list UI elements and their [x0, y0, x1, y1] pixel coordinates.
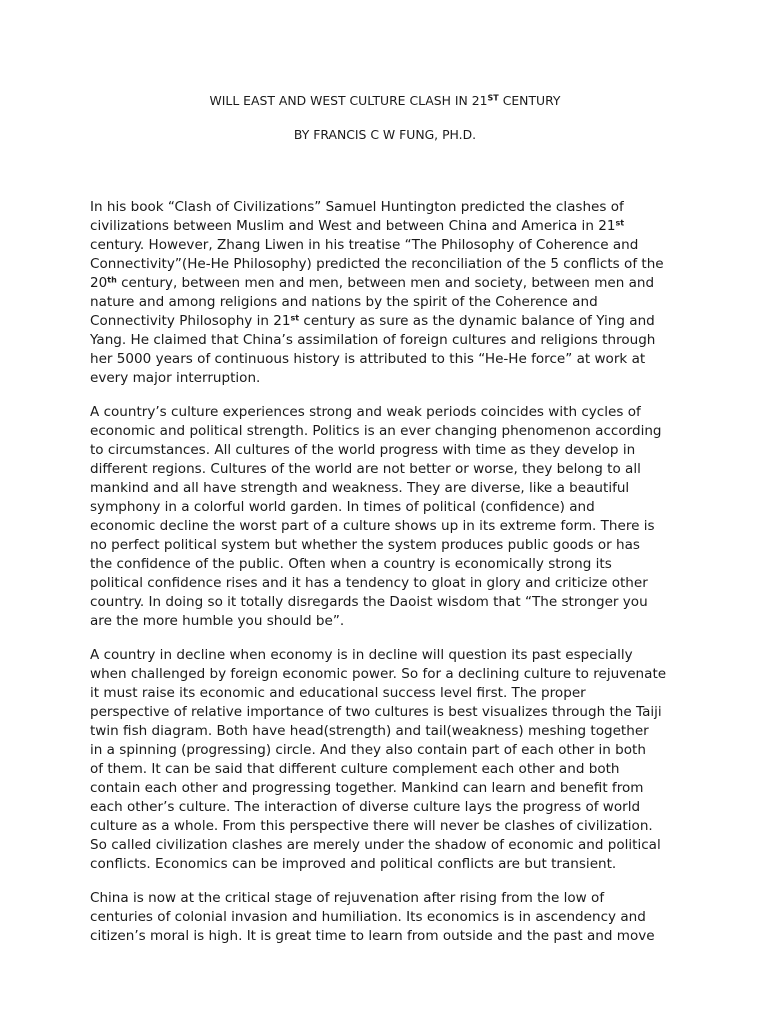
title-superscript: ST — [487, 93, 499, 103]
line-text: Connectivity Philosophy in 21 — [90, 313, 291, 329]
text-line — [90, 908, 680, 927]
line-text: political confidence rises and it has a tendency to gloat in glory and criticize other — [90, 575, 648, 591]
text-line — [90, 593, 680, 612]
text-line — [90, 574, 680, 593]
text-line — [90, 855, 680, 874]
text-line — [90, 817, 680, 836]
ordinal-superscript: st — [615, 218, 625, 228]
text-line — [90, 665, 680, 684]
line-text: economic decline the worst part of a culture shows up in its extreme form. There is — [90, 518, 655, 534]
line-text: centuries of colonial invasion and humiliation. Its economics is in ascendency and — [90, 909, 646, 925]
text-line — [90, 441, 680, 460]
body-paragraph — [90, 646, 680, 874]
body-paragraph — [90, 403, 680, 631]
line-text: century. However, Zhang Liwen in his treatise “The Philosophy of Coherence and — [90, 237, 639, 253]
text-line — [90, 498, 680, 517]
line-text: mankind and all have strength and weakness. They are diverse, like a beautiful — [90, 480, 630, 496]
document-body — [90, 198, 680, 946]
text-line — [90, 274, 680, 293]
line-text: it must raise its economic and educational success level first. The proper — [90, 685, 586, 701]
text-line — [90, 741, 680, 760]
document-title — [90, 92, 680, 110]
text-line — [90, 836, 680, 855]
line-text: A country in decline when economy is in decline will question its past especially — [90, 647, 633, 663]
line-text: symphony in a colorful world garden. In times of political (confidence) and — [90, 499, 595, 515]
text-line — [90, 236, 680, 255]
line-text-end: century, between men and men, between men and society, between men and — [116, 275, 655, 291]
text-line — [90, 312, 680, 331]
text-line — [90, 536, 680, 555]
line-text: country. In doing so it totally disregards the Daoist wisdom that “The stronger you — [90, 594, 648, 610]
line-text: her 5000 years of continuous history is attributed to this “He-He force” at work at — [90, 351, 646, 367]
line-text: So called civilization clashes are merely under the shadow of economic and political — [90, 837, 661, 853]
line-text: contain each other and progressing together. Mankind can learn and benefit from — [90, 780, 644, 796]
text-line — [90, 684, 680, 703]
body-paragraph — [90, 889, 680, 946]
text-line — [90, 422, 680, 441]
document-page — [90, 92, 680, 961]
text-line — [90, 255, 680, 274]
line-text-end: century as sure as the dynamic balance of Ying and — [299, 313, 655, 329]
line-text: Connectivity”(He-He Philosophy) predicted the reconciliation of the 5 conflicts of the — [90, 256, 664, 272]
line-text: every major interruption. — [90, 370, 261, 386]
text-line — [90, 403, 680, 422]
ordinal-superscript: th — [107, 275, 117, 285]
text-line — [90, 760, 680, 779]
text-line — [90, 612, 680, 631]
text-line — [90, 889, 680, 908]
text-line — [90, 217, 680, 236]
text-line — [90, 369, 680, 388]
line-text: civilizations between Muslim and West and between China and America in 21 — [90, 218, 616, 234]
text-line — [90, 198, 680, 217]
text-line — [90, 722, 680, 741]
line-text: to circumstances. All cultures of the world progress with time as they develop in — [90, 442, 636, 458]
text-line — [90, 927, 680, 946]
line-text: each other’s culture. The interaction of diverse culture lays the progress of world — [90, 799, 641, 815]
text-line — [90, 479, 680, 498]
line-text: In his book “Clash of Civilizations” Samuel Huntington predicted the clashes of — [90, 199, 624, 215]
author-byline: BY FRANCIS C W FUNG, PH.D. — [293, 127, 477, 142]
text-line — [90, 517, 680, 536]
line-text: China is now at the critical stage of rejuvenation after rising from the low of — [90, 890, 605, 906]
line-text: are the more humble you should be”. — [90, 613, 345, 629]
line-text: when challenged by foreign economic power. So for a declining culture to rejuvenate — [90, 666, 667, 682]
text-line — [90, 293, 680, 312]
text-line — [90, 460, 680, 479]
line-text: no perfect political system but whether the system produces public goods or has — [90, 537, 640, 553]
line-text: of them. It can be said that different culture complement each other and both — [90, 761, 620, 777]
text-line — [90, 331, 680, 350]
line-text: Yang. He claimed that China’s assimilation of foreign cultures and religions through — [90, 332, 656, 348]
text-line — [90, 555, 680, 574]
text-line — [90, 779, 680, 798]
line-text: the confidence of the public. Often when a country is economically strong its — [90, 556, 612, 572]
line-text: perspective of relative importance of two cultures is best visualizes through the Taiji — [90, 704, 662, 720]
line-text: conflicts. Economics can be improved and political conflicts are but transient. — [90, 856, 617, 872]
text-line — [90, 798, 680, 817]
line-text: culture as a whole. From this perspective there will never be clashes of civilization. — [90, 818, 653, 834]
body-paragraph — [90, 198, 680, 388]
line-text: citizen’s moral is high. It is great time to learn from outside and the past and move — [90, 928, 655, 944]
title-text: WILL EAST AND WEST CULTURE CLASH IN 21 — [209, 93, 488, 108]
text-line — [90, 703, 680, 722]
text-line — [90, 350, 680, 369]
line-text: different regions. Cultures of the world are not better or worse, they belong to all — [90, 461, 641, 477]
title-text-end: CENTURY — [498, 93, 561, 108]
line-text: twin fish diagram. Both have head(strength) and tail(weakness) meshing together — [90, 723, 649, 739]
text-line — [90, 646, 680, 665]
line-text: economic and political strength. Politics is an ever changing phenomenon according — [90, 423, 662, 439]
line-text: nature and among religions and nations by the spirit of the Coherence and — [90, 294, 598, 310]
line-text: 20 — [90, 275, 108, 291]
line-text: A country’s culture experiences strong and weak periods coincides with cycles of — [90, 404, 641, 420]
line-text: in a spinning (progressing) circle. And they also contain part of each other in both — [90, 742, 646, 758]
ordinal-superscript: st — [290, 313, 300, 323]
